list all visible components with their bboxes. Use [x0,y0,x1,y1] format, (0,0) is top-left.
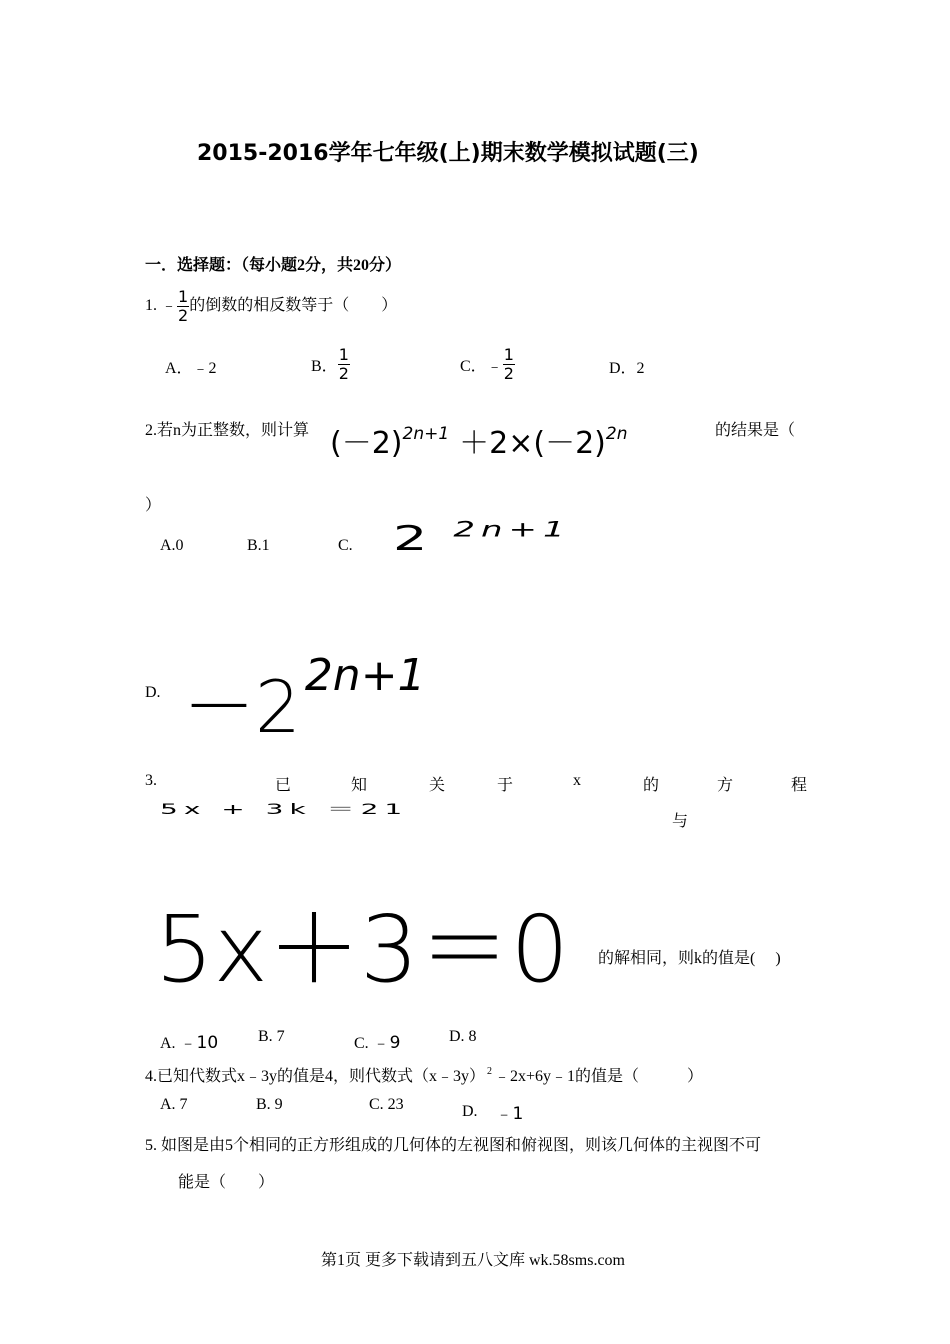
q2-option-d-expression: $-2^{2n+1}$ [183,650,426,749]
section-heading: 一．选择题：（每小题2分，共20分） [145,257,402,274]
q4-option-d: D. ﹣1 [462,1103,524,1124]
q2-option-c: C. [338,537,353,554]
q2-option-c-expression: 2 $^{2n+1}$ [393,517,571,558]
q4-option-b: B. 9 [256,1096,283,1113]
q1-number: 1. [145,297,161,315]
q3-option-d: D. 8 [449,1028,477,1045]
q3-option-b: B. 7 [258,1028,285,1045]
page-title: 2015-2016学年七年级(上)期末数学模拟试题(三) [197,141,699,166]
q4-option-c: C. 23 [369,1096,404,1113]
q3-with: 与 [672,813,689,830]
q1-minus: ﹣ [161,297,178,315]
q4-option-a: A. 7 [160,1096,188,1113]
q5-line-2: 能是（ ） [178,1174,275,1191]
question-1 [145,288,397,325]
q1-option-c: C．﹣ $\frac{1}{2}$ [460,345,514,383]
q1-option-a: A．﹣2 [165,360,217,377]
q3-option-c: C. ﹣9 [354,1033,401,1053]
q3-equation-2: 5x＋3＝0 [155,896,570,1003]
q1-option-b: B． $\frac{1}{2}$ [311,345,349,383]
q2-suffix: 的结果是（ [715,422,796,439]
q2-option-a: A.0 [160,537,184,554]
q2-close: ） [145,497,162,514]
q5-line-1: 5. 如图是由5个相同的正方形组成的几何体的左视图和俯视图，则该几何体的主视图不可 [145,1137,762,1154]
q2-option-b: B.1 [247,537,270,554]
q2-option-d: D. [145,684,161,701]
q1-option-d: D．2 [609,360,645,377]
q3-option-a: A. ﹣10 [160,1033,219,1053]
q1-fraction: $\frac{1}{2}$ [178,287,189,325]
q3-equation-1: 5x + 3k ＝21 [160,801,409,818]
q3-intro: 3. 已 知 关 于 x 的 方 程 [145,772,808,794]
q2-prefix: 2.若n为正整数，则计算 [145,422,310,439]
q1-text: 的倒数的相反数等于（ ） [189,297,398,315]
q3-suffix: 的解相同，则k的值是( ) [598,950,781,967]
question-4: 4.已知代数式x﹣3y的值是4，则代数式（x﹣3y） $^2$ ﹣2x+6y﹣1的值是（ ） [145,1066,704,1085]
q2-expression: $(-2)^{2n+1} +2\times(-2)^{2n}$ [330,424,628,461]
page-footer: 第1页 更多下载请到五八文库 wk.58sms.com [321,1252,626,1269]
